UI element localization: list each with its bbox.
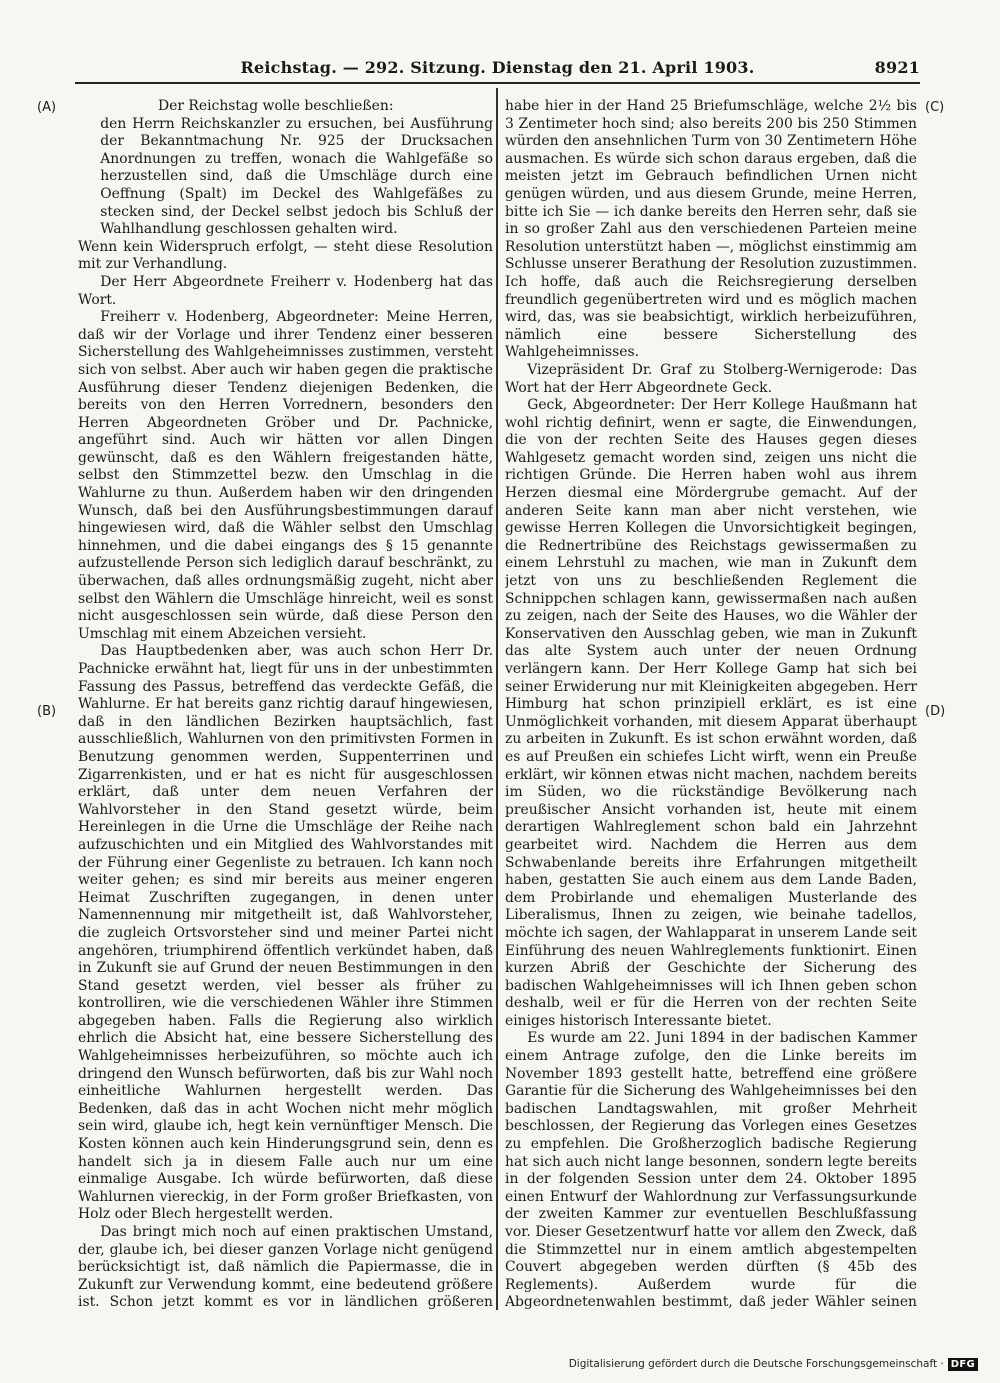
right-column [505,98,917,1310]
paragraph: Wenn kein Widerspruch erfolgt, — steht diese Resolution mit zur Verhandlung. [78,238,493,273]
digitization-footer [569,1354,978,1374]
paragraph: Geck, Abgeordneter: Der Herr Kollege Haußmann hat wohl richtig definirt, wenn er sagte, die Einwendungen, die von der rechten Seite des Hauses gegen dieses Wahlgesetz gemacht worden sind, zeigen uns nicht die richtigen Gründe. Die Herren haben wohl aus ihrem Herzen diesmal eine Mördergrube gemacht. Auf der anderen Seite kann man aber nicht verstehen, wie gewisse Herren Kollegen die Unvorsichtigkeit begingen, die Rednertribüne des Reichstags gewissermaßen zu einem Lehrstuhl zu machen, wie man in Zukunft dem jetzt von uns zu beschließenden Reglement die Schnippchen schlagen kann, gewissermaßen nach außen zu zeigen, nach der Seite des Hauses, wo die Wähler der Konservativen den Ausschlag geben, wie man in Zukunft das alte System auch unter der neuen Ordnung verlängern kann. Der Herr Kollege Gamp hat sich bei seiner Erwiderung nur mit Kleinigkeiten abgegeben. Herr Himburg hat schon prinzipiell erklärt, es ist eine Unmöglichkeit vorhanden, mit diesem Apparat überhaupt zu arbeiten in Zukunft. Es ist schon erwähnt worden, daß es auf Preußen ein schiefes Licht wirft, wenn ein Preuße erklärt, wir können etwas nicht machen, nachdem bereits im Süden, wo die rückständige Bevölkerung nach preußischer Ansicht vorhanden ist, heute mit einem derartigen Wahlreglement schon bald ein Jahrzehnt gearbeitet wird. Nachdem die Herren aus dem Schwabenlande bereits ihre Erfahrungen mitgetheilt haben, gestatten Sie auch einem aus dem Lande Baden, dem Probirlande und ehemaligen Musterlande des Liberalismus, Ihnen zu zeigen, wie beinahe tadellos, möchte ich sagen, der Wahlapparat in unserem Lande seit Einführung des neuen Wahlreglements funktionirt. Einen kurzen Abriß der Geschichte der Sicherung des badischen Wahlgeheimnisses will ich Ihnen geben schon deshalb, weil er für die Herren von der rechten Seite einiges historisch Interessante bietet. [505,397,917,1029]
margin-marker-c: (C) [925,100,945,115]
margin-marker-d: (D) [925,704,946,719]
left-column [78,98,493,1310]
paragraph: Vizepräsident Dr. Graf zu Stolberg-Wernigerode: Das Wort hat der Herr Abgeordnete Geck. [505,361,917,396]
footer-text: Digitalisierung gefördert durch die Deutsche Forschungsgemeinschaft · [568,1358,944,1370]
paragraph: Das Hauptbedenken aber, was auch schon Herr Dr. Pachnicke erwähnt hat, liegt für uns in der unbestimmten Fassung des Passus, betreffend das verdeckte Gefäß, die Wahlurne. Er hat bereits ganz richtig darauf hingewiesen, daß in den ländlichen Bezirken hauptsächlich, fast ausschließlich, Wahlurnen von den primitivsten Formen in Benutzung genommen werden, Suppenterrinen und Zigarrenkisten, und er hat es nicht für ausgeschlossen erklärt, daß unter dem neuen Verfahren der Wahlvorsteher in den Stand gesetzt würde, beim Hereinlegen in die Urne die Umschläge der Reihe nach aufzuschichten und ein Mitglied des Wahlvorstandes mit der Führung einer Gegenliste zu betrauen. Ich kann noch weiter gehen; es sind mir bereits aus meiner engeren Heimat Zuschriften zugegangen, in denen unter Namennennung mir mitgetheilt ist, daß Wahlvorsteher, die zugleich Ortsvorsteher sind und meiner Partei nicht angehören, triumphirend öffentlich verkündet haben, daß in Zukunft sie auf Grund der neuen Bestimmungen in den Stand gesetzt werden, viel besser als früher zu kontrolliren, wie die verschiedenen Wähler ihre Stimmen abgegeben haben. Falls die Regierung also wirklich ehrlich die Absicht hat, eine bessere Sicherstellung des Wahlgeheimnisses herbeizuführen, so möchte auch ich dringend den Wunsch befürworten, daß bis zur Wahl noch einheitliche Wahlurnen hergestellt werden. Das Bedenken, daß das in acht Wochen nicht mehr möglich sein wird, glaube ich, hegt kein vernünftiger Mensch. Die Kosten können auch kein Hinderungsgrund sein, denn es handelt sich ja in diesem Falle auch nur um eine einmalige Ausgabe. Ich würde befürworten, daß diese Wahlurnen viereckig, in der Form großer Briefkasten, von Holz oder Blech hergestellt werden. [78,643,493,1223]
motion-intro: Der Reichstag wolle beschließen: [158,98,394,114]
page-number: 8921 [874,58,920,77]
paragraph: Es wurde am 22. Juni 1894 in der badischen Kammer einem Antrage zufolge, den die Linke bereits im November 1893 gestellt hatte, betreffend eine größere Garantie für die Sicherung des Wahlgeheimnisses bei den badischen Landtagswahlen, mit großer Mehrheit beschlossen, der Regierung das Vorlegen eines Gesetzes zu empfehlen. Die Großherzoglich badische Regierung hat sich auch nicht lange besonnen, sondern legte bereits in der folgenden Session unter dem 24. Oktober 1895 einen Entwurf der Wahlordnung zur Verfassungsurkunde der zweiten Kammer zur eventuellen Beschlußfassung vor. Dieser Gesetzentwurf hatte vor allem den Zweck, daß die Stimmzettel nur in einem amtlich abgestempelten Couvert abgegeben werden dürften (§ 45b des Reglements). Außerdem wurde für die Abgeordnetenwahlen bestimmt, daß jeder Wähler seinen [505,1030,917,1310]
paragraph: Das bringt mich noch auf einen praktischen Umstand, der, glaube ich, bei dieser ganzen Vorlage nicht genügend berücksichtigt ist, daß nämlich die Papiermasse, die in Zukunft zur Verwendung kommt, eine bedeutend größere ist. Schon jetzt kommt es vor in ländlichen größeren [78,1224,493,1310]
paragraph: Freiherr v. Hodenberg, Abgeordneter: Meine Herren, daß wir der Vorlage und ihrer Tendenz einer besseren Sicherstellung des Wahlgeheimnisses zustimmen, versteht sich von selbst. Aber auch wir haben gegen die praktische Ausführung dieser Tendenz diejenigen Bedenken, die bereits von den Herren Vorrednern, besonders den Herren Abgeordneten Gröber und Dr. Pachnicke, angeführt sind. Auch wir hätten vor allen Dingen gewünscht, daß es den Wählern freigestanden hätte, selbst den Stimmzettel bezw. den Umschlag in die Wahlurne zu thun. Außerdem haben wir den dringenden Wunsch, daß bei den Ausführungsbestimmungen darauf hingewiesen wird, daß die Wähler selbst den Umschlag hinnehmen, und die dabei eingangs des § 15 genannte aufzustellende Person sich lediglich darauf beschränkt, zu überwachen, daß alles ordnungsmäßig zugeht, nicht aber selbst den Wählern die Umschläge hinreicht, weil es sonst nicht ausgeschlossen sein würde, daß diese Person den Umschlag mit einem Abzeichen versieht. [78,309,493,642]
paragraph: habe hier in der Hand 25 Briefumschläge, welche 2½ bis 3 Zentimeter hoch sind; also bereits 200 bis 250 Stimmen würden den ansehnlichen Turm von 30 Zentimetern Höhe ausmachen. Es würde sich schon daraus ergeben, daß die meisten jetzt im Gebrauch befindlichen Urnen nicht genügen würden, und aus diesem Grunde, meine Herren, bitte ich Sie — ich danke bereits den Herren sehr, daß sie in so großer Zahl aus den verschiedenen Parteien meine Resolution unterstützt haben —, möglichst einstimmig am Schlusse unserer Berathung der Resolution zuzustimmen. Ich hoffe, daß auch die Reichsregierung derselben freundlich gegenübertreten wird und es möglich machen wird, das, was sie beabsichtigt, wirklich herbeizuführen, nämlich eine bessere Sicherstellung des Wahlgeheimnisses. [505,98,917,361]
margin-marker-a: (A) [37,100,57,115]
motion-text: den Herrn Reichskanzler zu ersuchen, bei Ausführung der Bekanntmachung Nr. 925 der Drucksachen Anordnungen zu treffen, wonach die Wahlgefäße so herzustellen sind, daß die Umschläge durch eine Oeffnung (Spalt) im Deckel des Wahlgefäßes zu stecken sind, der Deckel selbst jedoch bis Schluß der Wahlhandlung geschlossen gehalten wird. [100,115,493,238]
header-title: Reichstag. — 292. Sitzung. Dienstag den 21. April 1903. [240,58,755,77]
header-rule [75,82,920,84]
dfg-logo-icon: DFG [948,1358,978,1371]
column-divider [496,88,498,1310]
margin-marker-b: (B) [37,704,57,719]
running-header [75,56,920,82]
paragraph: Der Herr Abgeordnete Freiherr v. Hodenberg hat das Wort. [78,273,493,308]
